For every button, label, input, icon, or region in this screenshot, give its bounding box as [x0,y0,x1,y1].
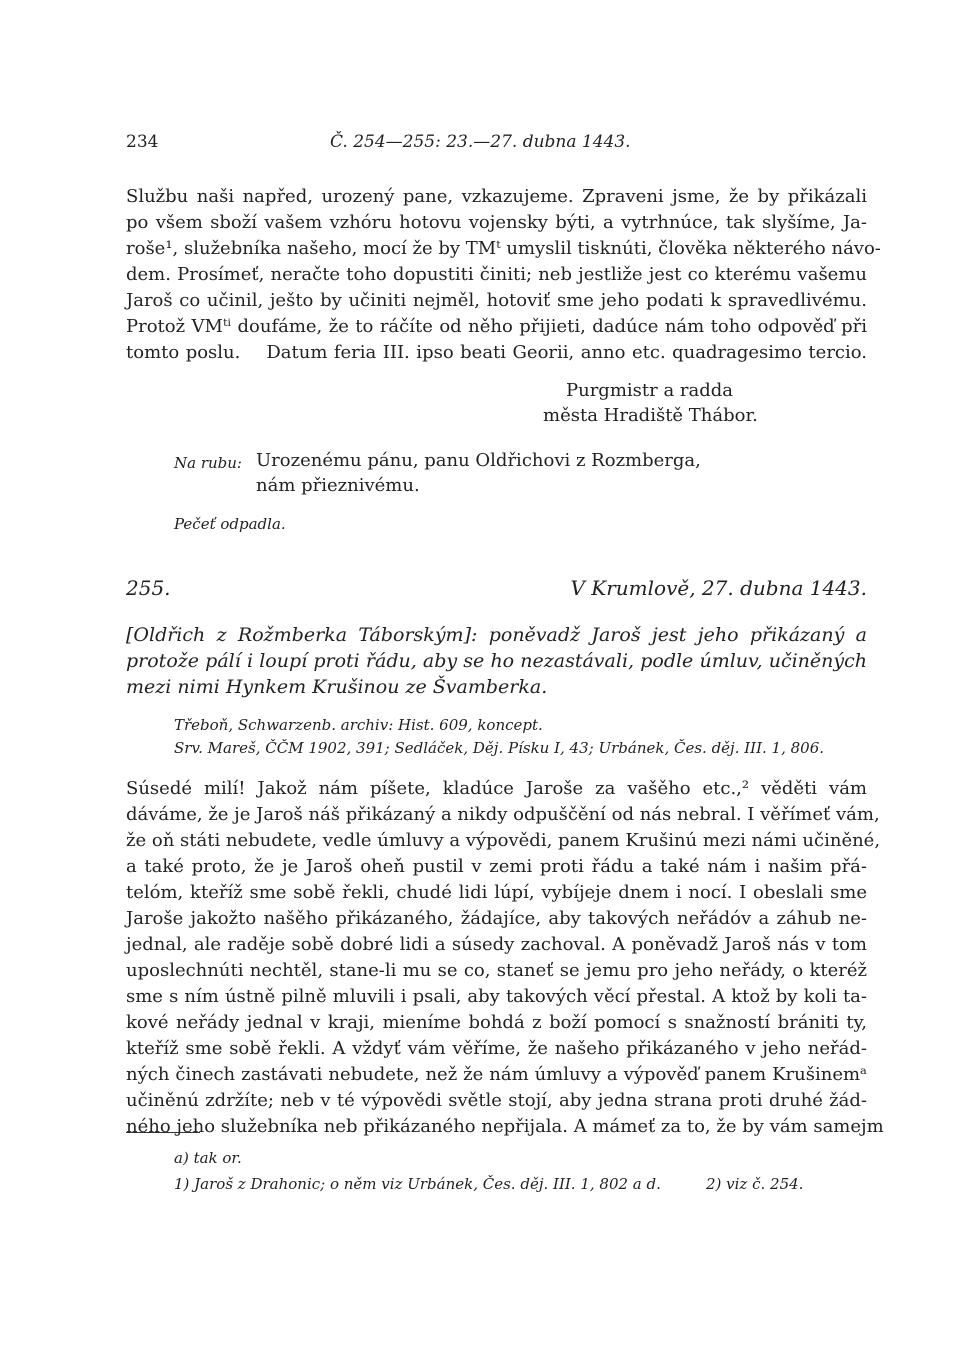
footnote-2: 2) viz č. 254. [706,1175,804,1193]
text-line: telóm, kteříž sme sobě řekli, chudé lidi lúpí, vybíjeje dnem i nocí. I obeslali sme [126,882,867,903]
text-line: Jaroš co učinil, ješto by učiniti nejměl, hotoviť sme jeho podati k spravedlivému. [126,290,867,311]
document-number: 255. [126,576,171,600]
text-line: sme s ním ústně pilně mluvili i psali, aby takových věcí přestal. A ktož by koli ta- [126,986,867,1007]
address-label: Na rubu: [174,454,242,472]
address-line-1: Urozenému pánu, panu Oldřichovi z Rozmberga, [256,450,701,471]
text-line: že oň státi nebudete, vedle úmluvy a výpovědi, panem Krušinú mezi námi učiněné, [126,830,881,851]
text-line: kteříž sme sobě řekli. A vždyť vám věříme, že našeho přikázaného v jeho neřád- [126,1038,867,1059]
text-line: Jaroše jakožto našěho přikázaného, žádajíce, aby takových neřádóv a záhub ne- [126,908,867,929]
text-line: dem. Prosímeť, neračte toho dopustiti činiti; neb jestliže jest co kterému vašemu [126,264,867,285]
text-line: Službu naši napřed, urozený pane, vzkazujeme. Zpraveni jsme, že by přikázali [126,186,867,207]
text-line: jednal, ale raděje sobě dobré lidi a súsedy zachoval. A poněvadž Jaroš nás v tom [126,934,867,955]
text-line: roše¹, služebníka našeho, mocí že by TMᵗ umyslil tisknúti, člověka některého návo- [126,238,881,259]
source-note: Třeboň, Schwarzenb. archiv: Hist. 609, koncept. [174,716,543,734]
place-date: V Krumlově, 27. dubna 1443. [570,576,867,600]
text-line: učiněnú zdržíte; neb v té výpovědi světle stojí, aby jedna strana proti druhé žád- [126,1090,867,1111]
text-line: Protož VMᵗⁱ doufáme, že to ráčíte od něho přijieti, dadúce nám toho odpověď při [126,316,867,337]
summary-line: [Oldřich z Rožmberka Táborským]: poněvadž Jaroš jest jeho přikázaný a [126,624,867,646]
footnote-1: 1) Jaroš z Drahonic; o něm viz Urbánek, Čes. děj. III. 1, 802 a d. [174,1175,661,1193]
page-number: 234 [126,132,159,152]
text-line: po všem sboží vašem vzhóru hotovu vojensky býti, a vytrhnúce, tak slyšíme, Ja- [126,212,867,233]
text-line: ných činech zastávati nebudete, než že nám úmluvy a výpověď panem Krušinemᵃ [126,1064,867,1085]
signature-line-1: Purgmistr a radda [566,380,734,401]
references-note: Srv. Mareš, ČČM 1902, 391; Sedláček, Děj. Písku I, 43; Urbánek, Čes. děj. III. 1, 806. [174,739,825,757]
footnote-rule [126,1132,200,1133]
signature-line-2: města Hradiště Thábor. [543,405,758,426]
seal-note: Pečeť odpadla. [174,515,286,533]
text-line: uposlechnúti nechtěl, stane-li mu se co, staneť se jemu pro jeho neřády, o kteréž [126,960,867,981]
text-line: kové neřády jednal v kraji, mieníme bohdá z boží pomocí s snažností brániti ty, [126,1012,867,1033]
footnote-a: a) tak or. [174,1149,242,1167]
running-head: Č. 254—255: 23.—27. dubna 1443. [330,132,631,152]
text-line: ného jeho služebníka neb přikázaného nepřijala. A mámeť za to, že by vám samejm [126,1116,884,1137]
summary-line: protože pálí i loupí proti řádu, aby se ho nezastávali, podle úmluv, učiněných [126,650,867,672]
summary-line: mezi nimi Hynkem Krušinou ze Švamberka. [126,676,548,698]
text-line-dating: tomto poslu. Datum feria III. ipso beati Georii, anno etc. quadragesimo tercio. [126,342,867,363]
address-line-2: nám přieznivému. [256,475,420,496]
text-line: dáváme, že je Jaroš náš přikázaný a nikdy odpuščění od nás nebral. I věřímeť vám, [126,804,880,825]
text-line: a také proto, že je Jaroš oheň pustil v zemi proti řádu a také nám i našim přá- [126,856,867,877]
text-line: Súsedé milí! Jakož nám píšete, kladúce Jaroše za vašěho etc.,² věděti vám [126,778,867,799]
